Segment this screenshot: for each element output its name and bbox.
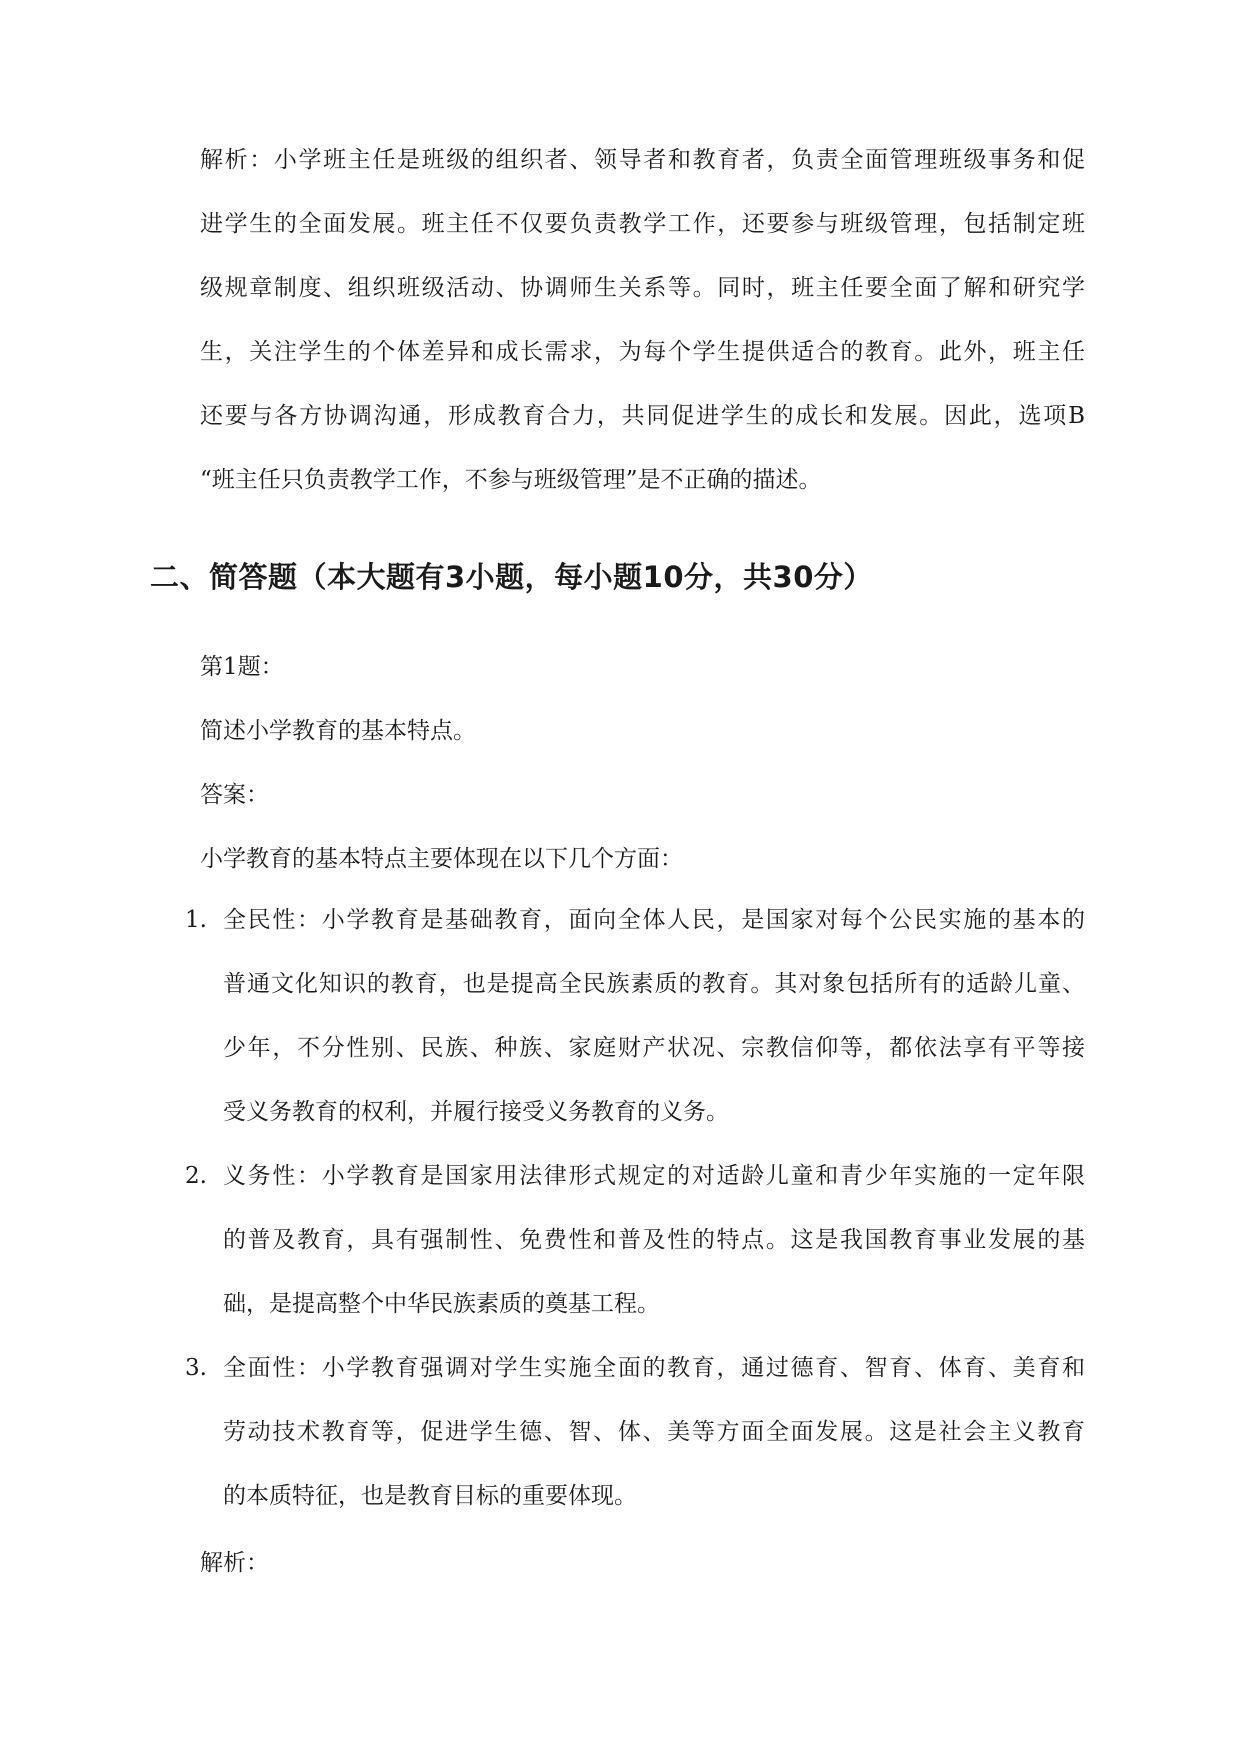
- list-item-line: 的本质特征，也是教育目标的重要体现。: [223, 1483, 637, 1509]
- list-item-line: 全面性：小学教育强调对学生实施全面的教育，通过德育、智育、体育、美育和: [223, 1355, 1085, 1381]
- answer-label: 答案：: [200, 782, 269, 808]
- list-item-line: 础，是提高整个中华民族素质的奠基工程。: [223, 1291, 660, 1317]
- previous-analysis-paragraph: [200, 128, 1085, 512]
- question-text: 简述小学教育的基本特点。: [200, 718, 476, 744]
- analysis-line: 级规章制度、组织班级活动、协调师生关系等。同时，班主任要全面了解和研究学: [200, 275, 1085, 301]
- analysis-label: 解析：: [200, 1550, 269, 1576]
- analysis-line: 解析：小学班主任是班级的组织者、领导者和教育者，负责全面管理班级事务和促: [200, 147, 1085, 173]
- list-item-body: [223, 1336, 1085, 1528]
- list-item-line: 少年，不分性别、民族、种族、家庭财产状况、宗教信仰等，都依法享有平等接: [223, 1035, 1085, 1061]
- section-heading: 二、简答题（本大题有3小题，每小题10分，共30分）: [150, 560, 873, 594]
- list-item-line: 劳动技术教育等，促进学生德、智、体、美等方面全面发展。这是社会主义教育: [223, 1419, 1085, 1445]
- analysis-line: “班主任只负责教学工作，不参与班级管理”是不正确的描述。: [200, 467, 822, 493]
- list-item-line: 受义务教育的权利，并履行接受义务教育的义务。: [223, 1099, 729, 1125]
- list-item-number: 3.: [185, 1355, 207, 1381]
- analysis-line: 生，关注学生的个体差异和成长需求，为每个学生提供适合的教育。此外，班主任: [200, 339, 1085, 365]
- list-item-number: 2.: [185, 1163, 207, 1189]
- list-item-line: 义务性：小学教育是国家用法律形式规定的对适龄儿童和青少年实施的一定年限: [223, 1163, 1085, 1189]
- analysis-line: 还要与各方协调沟通，形成教育合力，共同促进学生的成长和发展。因此，选项B: [200, 403, 1085, 429]
- list-item-number: 1.: [185, 907, 207, 933]
- answer-intro: 小学教育的基本特点主要体现在以下几个方面：: [200, 846, 683, 872]
- list-item-body: [223, 888, 1085, 1144]
- list-item-line: 的普及教育，具有强制性、免费性和普及性的特点。这是我国教育事业发展的基: [223, 1227, 1085, 1253]
- list-item-body: [223, 1144, 1085, 1336]
- list-item-line: 普通文化知识的教育，也是提高全民族素质的教育。其对象包括所有的适龄儿童、: [223, 971, 1085, 997]
- list-item-line: 全民性：小学教育是基础教育，面向全体人民，是国家对每个公民实施的基本的: [223, 907, 1085, 933]
- question-label: 第1题：: [200, 654, 284, 680]
- analysis-line: 进学生的全面发展。班主任不仅要负责教学工作，还要参与班级管理，包括制定班: [200, 211, 1085, 237]
